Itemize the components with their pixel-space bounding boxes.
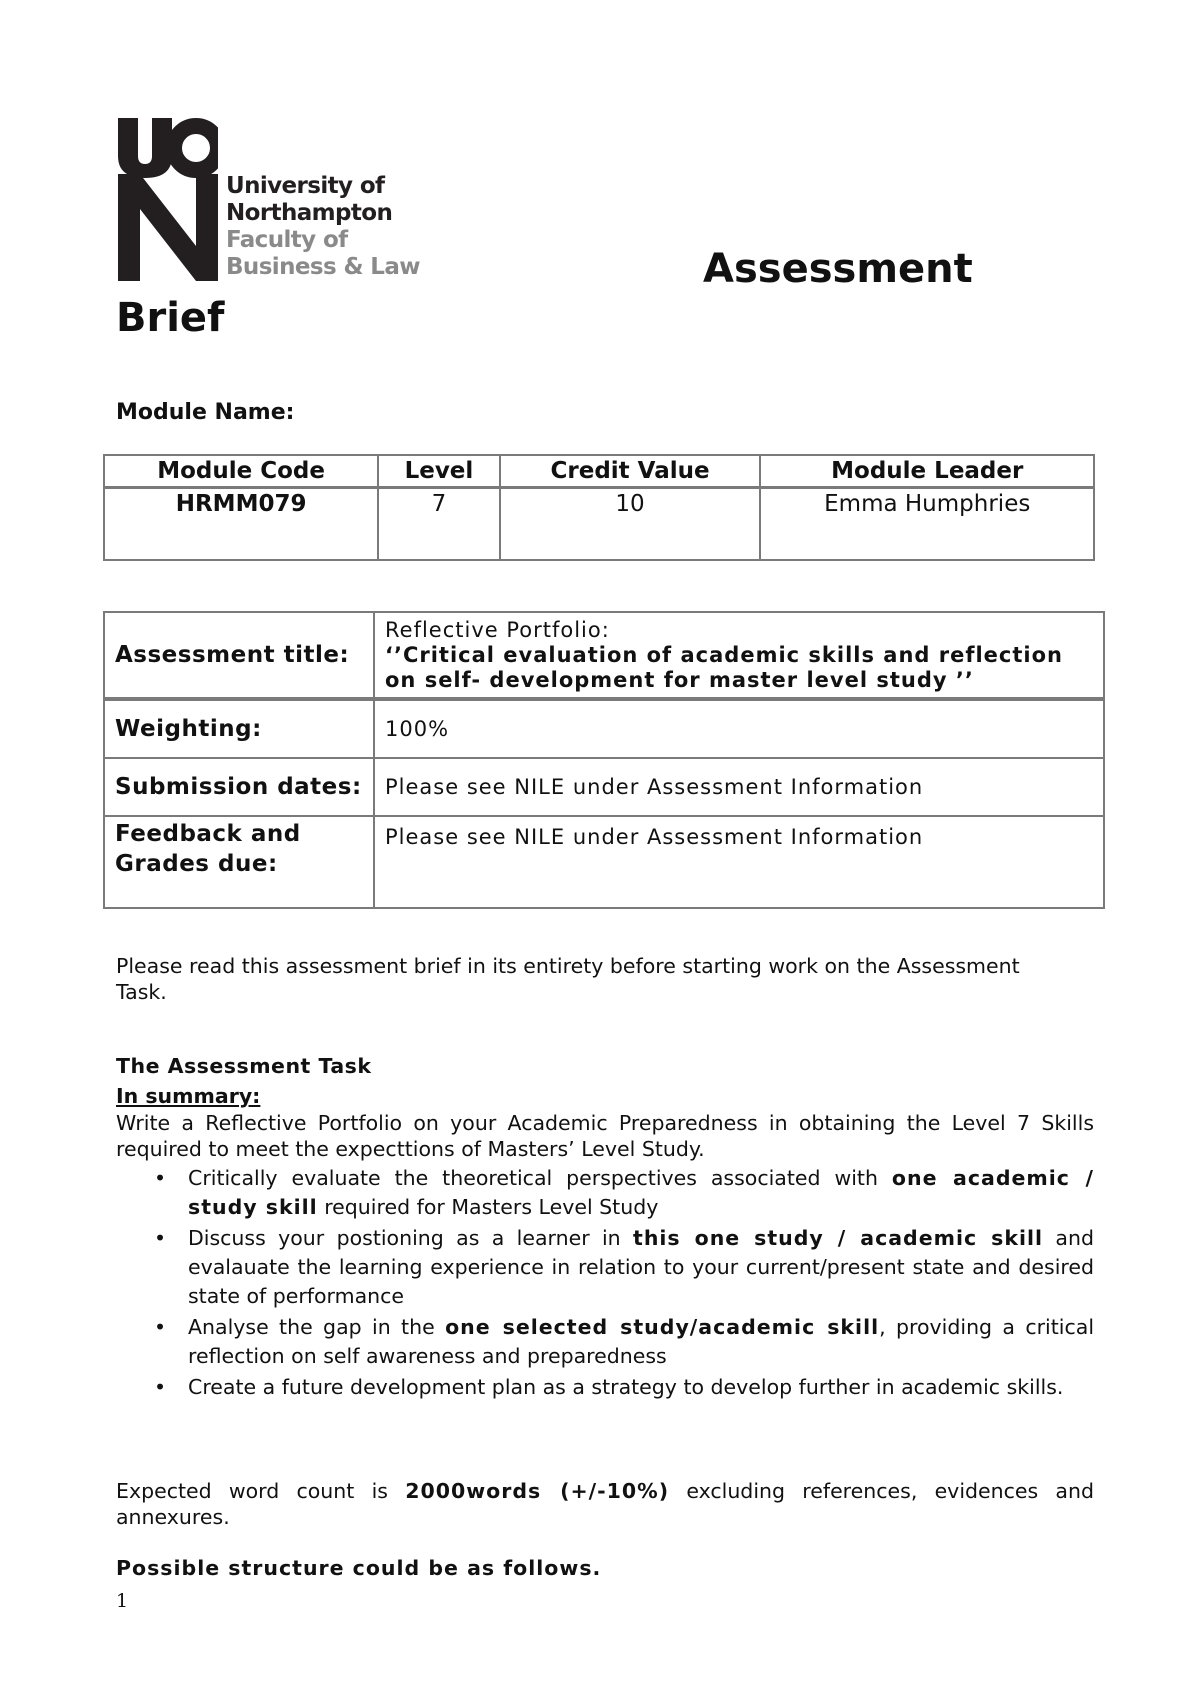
task-bullet-list [116,1164,1094,1404]
assessment-title-line1: Reflective Portfolio: [385,617,610,642]
bullet-icon: • [154,1226,167,1250]
module-code-value: HRMM079 [104,488,378,561]
list-item [116,1373,1094,1402]
submission-value: Please see NILE under Assessment Information [374,758,1104,816]
assessment-title-label: Assessment title: [104,612,374,699]
word-count-bold: 2000words (+/-10%) [405,1479,670,1503]
bullet-text: Analyse the gap in the [188,1315,446,1339]
summary-heading: In summary: [116,1084,261,1108]
bullet-icon: • [154,1166,167,1190]
module-info-table [103,454,1095,561]
weighting-label: Weighting: [104,699,374,758]
header-level: Level [378,455,499,488]
assessment-title-value [374,612,1104,699]
word-count-paragraph [116,1478,1094,1530]
module-leader-value: Emma Humphries [760,488,1094,561]
structure-heading: Possible structure could be as follows. [116,1556,602,1580]
page-title-assessment: Assessment [703,246,973,292]
page-number: 1 [116,1590,129,1612]
logo-uo-letters [118,118,218,178]
bullet-text: required for Masters Level Study [317,1195,659,1219]
word-count-text: excluding references, evidences and annexures. [116,1479,1094,1529]
assessment-info-table [103,611,1105,909]
module-table-row [104,488,1094,561]
bullet-icon: • [154,1375,167,1399]
logo-line-business-law: Business & Law [226,254,420,280]
logo-n-letter [118,174,218,281]
logo-text [226,173,420,281]
bullet-text: Create a future development plan as a strategy to develop further in academic skills. [188,1375,1064,1399]
summary-paragraph: Write a Reflective Portfolio on your Academic Preparedness in obtaining the Level 7 Skills required to meet the expecttions of Masters’ Level Study. [116,1111,1094,1161]
task-heading: The Assessment Task [116,1054,372,1078]
level-value: 7 [378,488,499,561]
logo-line-university: University of [226,173,385,199]
page-title-brief: Brief [116,295,225,341]
feedback-row [104,816,1104,908]
module-name-label: Module Name: [116,400,295,425]
bullet-bold-text: one selected study/academic skill [445,1315,880,1339]
bullet-bold-text: this one study / academic skill [633,1226,1044,1250]
feedback-label: Feedback and Grades due: [104,816,374,908]
bullet-text: , providing a critical reflection on self awareness and preparedness [188,1315,1095,1368]
bullet-text: Discuss your postioning as a learner in [188,1226,634,1250]
bullet-bold-text: one academic / study skill [188,1166,1095,1219]
submission-label: Submission dates: [104,758,374,816]
assessment-title-line2: ‘’Critical evaluation of academic skills and reflection on self- development for master level study ’’ [385,642,1063,692]
word-count-text: Expected word count is [116,1479,406,1503]
bullet-icon: • [154,1315,167,1339]
header-module-leader: Module Leader [760,455,1094,488]
assessment-title-row [104,612,1104,699]
header-module-code: Module Code [104,455,378,488]
logo-line-faculty: Faculty of [226,227,348,253]
submission-row [104,758,1104,816]
list-item [116,1224,1094,1311]
weighting-row [104,699,1104,758]
weighting-value: 100% [374,699,1104,758]
header-credit-value: Credit Value [500,455,761,488]
list-item [116,1313,1094,1371]
bullet-text: and evalauate the learning experience in relation to your current/present state and desired state of performance [188,1226,1094,1308]
credit-value: 10 [500,488,761,561]
university-logo [118,118,438,283]
feedback-value: Please see NILE under Assessment Information [374,816,1104,908]
logo-line-northampton: Northampton [226,200,393,226]
module-table-header-row [104,455,1094,488]
list-item [116,1164,1094,1222]
intro-paragraph: Please read this assessment brief in its entirety before starting work on the Assessment Task. [116,954,1020,1004]
bullet-text: Critically evaluate the theoretical perspectives associated with [188,1166,892,1190]
